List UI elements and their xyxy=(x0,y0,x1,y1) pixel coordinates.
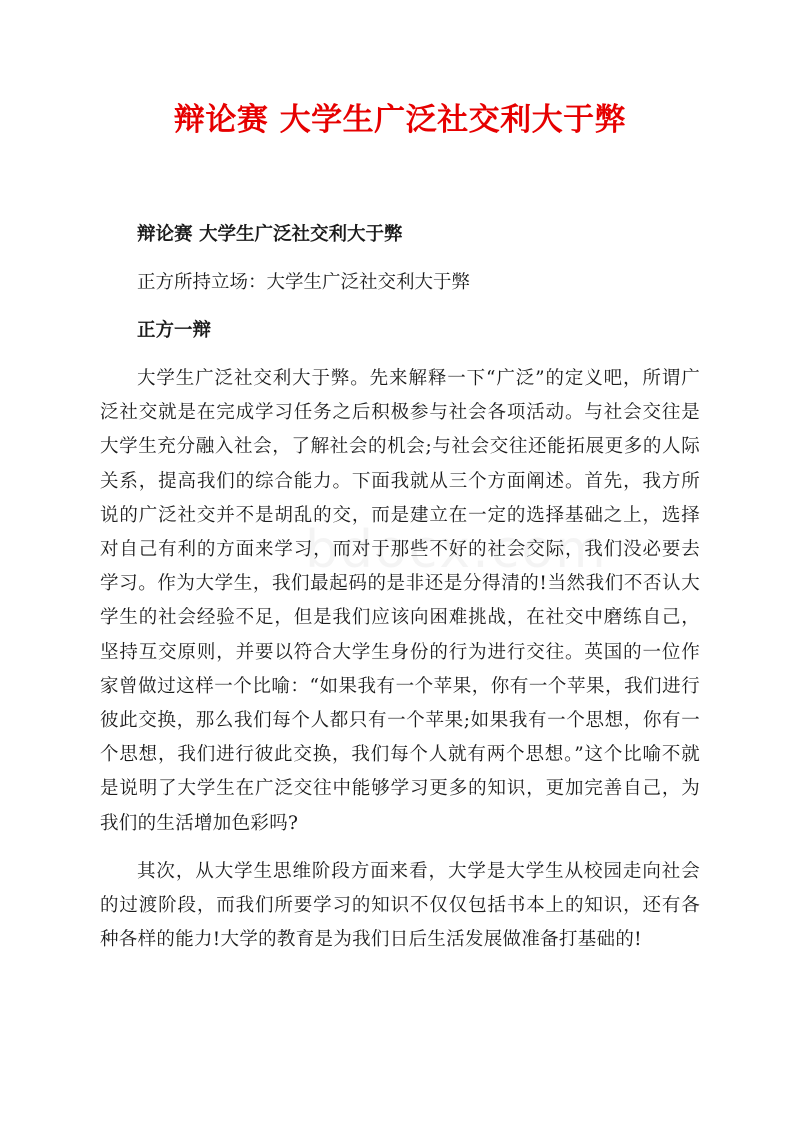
document-title: 辩论赛 大学生广泛社交利大于弊 xyxy=(173,102,627,138)
speaker-heading: 正方一辩 xyxy=(137,320,212,341)
stance-line: 正方所持立场：大学生广泛社交利大于弊 xyxy=(137,272,471,293)
paragraph-1: 大学生广泛社交利大于弊。先来解释一下“广泛”的定义吧，所谓广泛社交就是在完成学习任务之后积极参与社会各项活动。与社会交往是大学生充分融入社会，了解社会的机会;与社会交往还能拓展更多的人际关系，提高我们的综合能力。下面我就从三个方面阐述。首先，我方所说的广泛社交并不是胡乱的交，而是建立在一定的选择基础之上，选择对自己有利的方面来学习，而对于那些不好的社会交际，我们没必要去学习。作为大学生，我们最起码的是非还是分得清的!当然我们不否认大学生的社会经验不足，但是我们应该向困难挑战，在社交中磨练自己，坚持互交原则，并要以符合大学生身份的行为进行交往。英国的一位作家曾做过这样一个比喻：“如果我有一个苹果，你有一个苹果，我们进行彼此交换，那么我们每个人都只有一个苹果;如果我有一个思想，你有一个思想，我们进行彼此交换，我们每个人就有两个思想。”这个比喻不就是说明了大学生在广泛交往中能够学习更多的知识，更加完善自己，为我们的生活增加色彩吗? xyxy=(100,368,700,834)
section-heading: 辩论赛 大学生广泛社交利大于弊 xyxy=(137,224,403,245)
document-body xyxy=(100,218,700,957)
paragraph-2: 其次，从大学生思维阶段方面来看，大学是大学生从校园走向社会的过渡阶段，而我们所要学习的知识不仅仅包括书本上的知识，还有各种各样的能力!大学的教育是为我们日后生活发展做准备打基础的! xyxy=(100,860,700,951)
